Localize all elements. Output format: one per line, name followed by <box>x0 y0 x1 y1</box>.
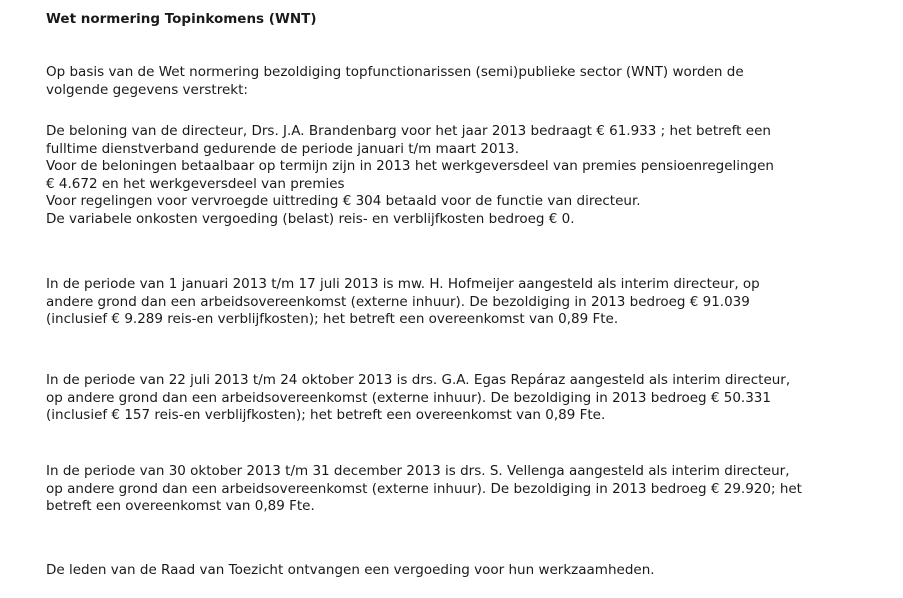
text-line: fulltime dienstverband gedurende de periode januari t/m maart 2013. <box>46 140 520 157</box>
text-line: volgende gegevens verstrekt: <box>46 81 248 98</box>
text-line: € 4.672 en het werkgeversdeel van premies <box>46 175 345 192</box>
intro-paragraph <box>46 64 886 99</box>
text-line: op andere grond dan een arbeidsovereenkomst (externe inhuur). De bezoldiging in 2013 bedroeg € 29.920; het <box>46 480 802 497</box>
text-line: Voor de beloningen betaalbaar op termijn zijn in 2013 het werkgeversdeel van premies pensioenregelingen <box>46 158 774 174</box>
closing-paragraph <box>46 562 886 580</box>
text-line: Op basis van de Wet normering bezoldiging topfunctionarissen (semi)publieke sector (WNT) worden de <box>46 64 744 80</box>
document-title: Wet normering Topinkomens (WNT) <box>46 11 317 27</box>
text-line: In de periode van 1 januari 2013 t/m 17 juli 2013 is mw. H. Hofmeijer aangesteld als interim directeur, op <box>46 276 760 292</box>
text-line: betreft een overeenkomst van 0,89 Fte. <box>46 498 315 514</box>
director-paragraph <box>46 123 886 228</box>
text-line: (inclusief € 9.289 reis-en verblijfkosten); het betreft een overeenkomst van 0,89 Fte. <box>46 311 619 327</box>
interim-period-1-paragraph <box>46 276 886 329</box>
text-line: andere grond dan een arbeidsovereenkomst (externe inhuur). De bezoldiging in 2013 bedroeg € 91.039 <box>46 293 750 310</box>
text-line: In de periode van 30 oktober 2013 t/m 31 december 2013 is drs. S. Vellenga aangesteld als interim directeur, <box>46 463 790 479</box>
text-line: In de periode van 22 juli 2013 t/m 24 oktober 2013 is drs. G.A. Egas Repáraz aangesteld als interim directeur, <box>46 372 791 388</box>
text-line: De variabele onkosten vergoeding (belast) reis- en verblijfkosten bedroeg € 0. <box>46 210 575 227</box>
text-line: op andere grond dan een arbeidsovereenkomst (externe inhuur). De bezoldiging in 2013 bedroeg € 50.331 <box>46 389 771 406</box>
text-line: De leden van de Raad van Toezicht ontvangen een vergoeding voor hun werkzaamheden. <box>46 562 655 578</box>
interim-period-3-paragraph <box>46 463 886 516</box>
text-line: (inclusief € 157 reis-en verblijfkosten); het betreft een overeenkomst van 0,89 Fte. <box>46 407 606 423</box>
text-line: Voor regelingen voor vervroegde uittreding € 304 betaald voor de functie van directeur. <box>46 193 641 209</box>
interim-period-2-paragraph <box>46 372 886 425</box>
text-line: De beloning van de directeur, Drs. J.A. Brandenbarg voor het jaar 2013 bedraagt € 61.933 ; het betreft een <box>46 123 771 139</box>
